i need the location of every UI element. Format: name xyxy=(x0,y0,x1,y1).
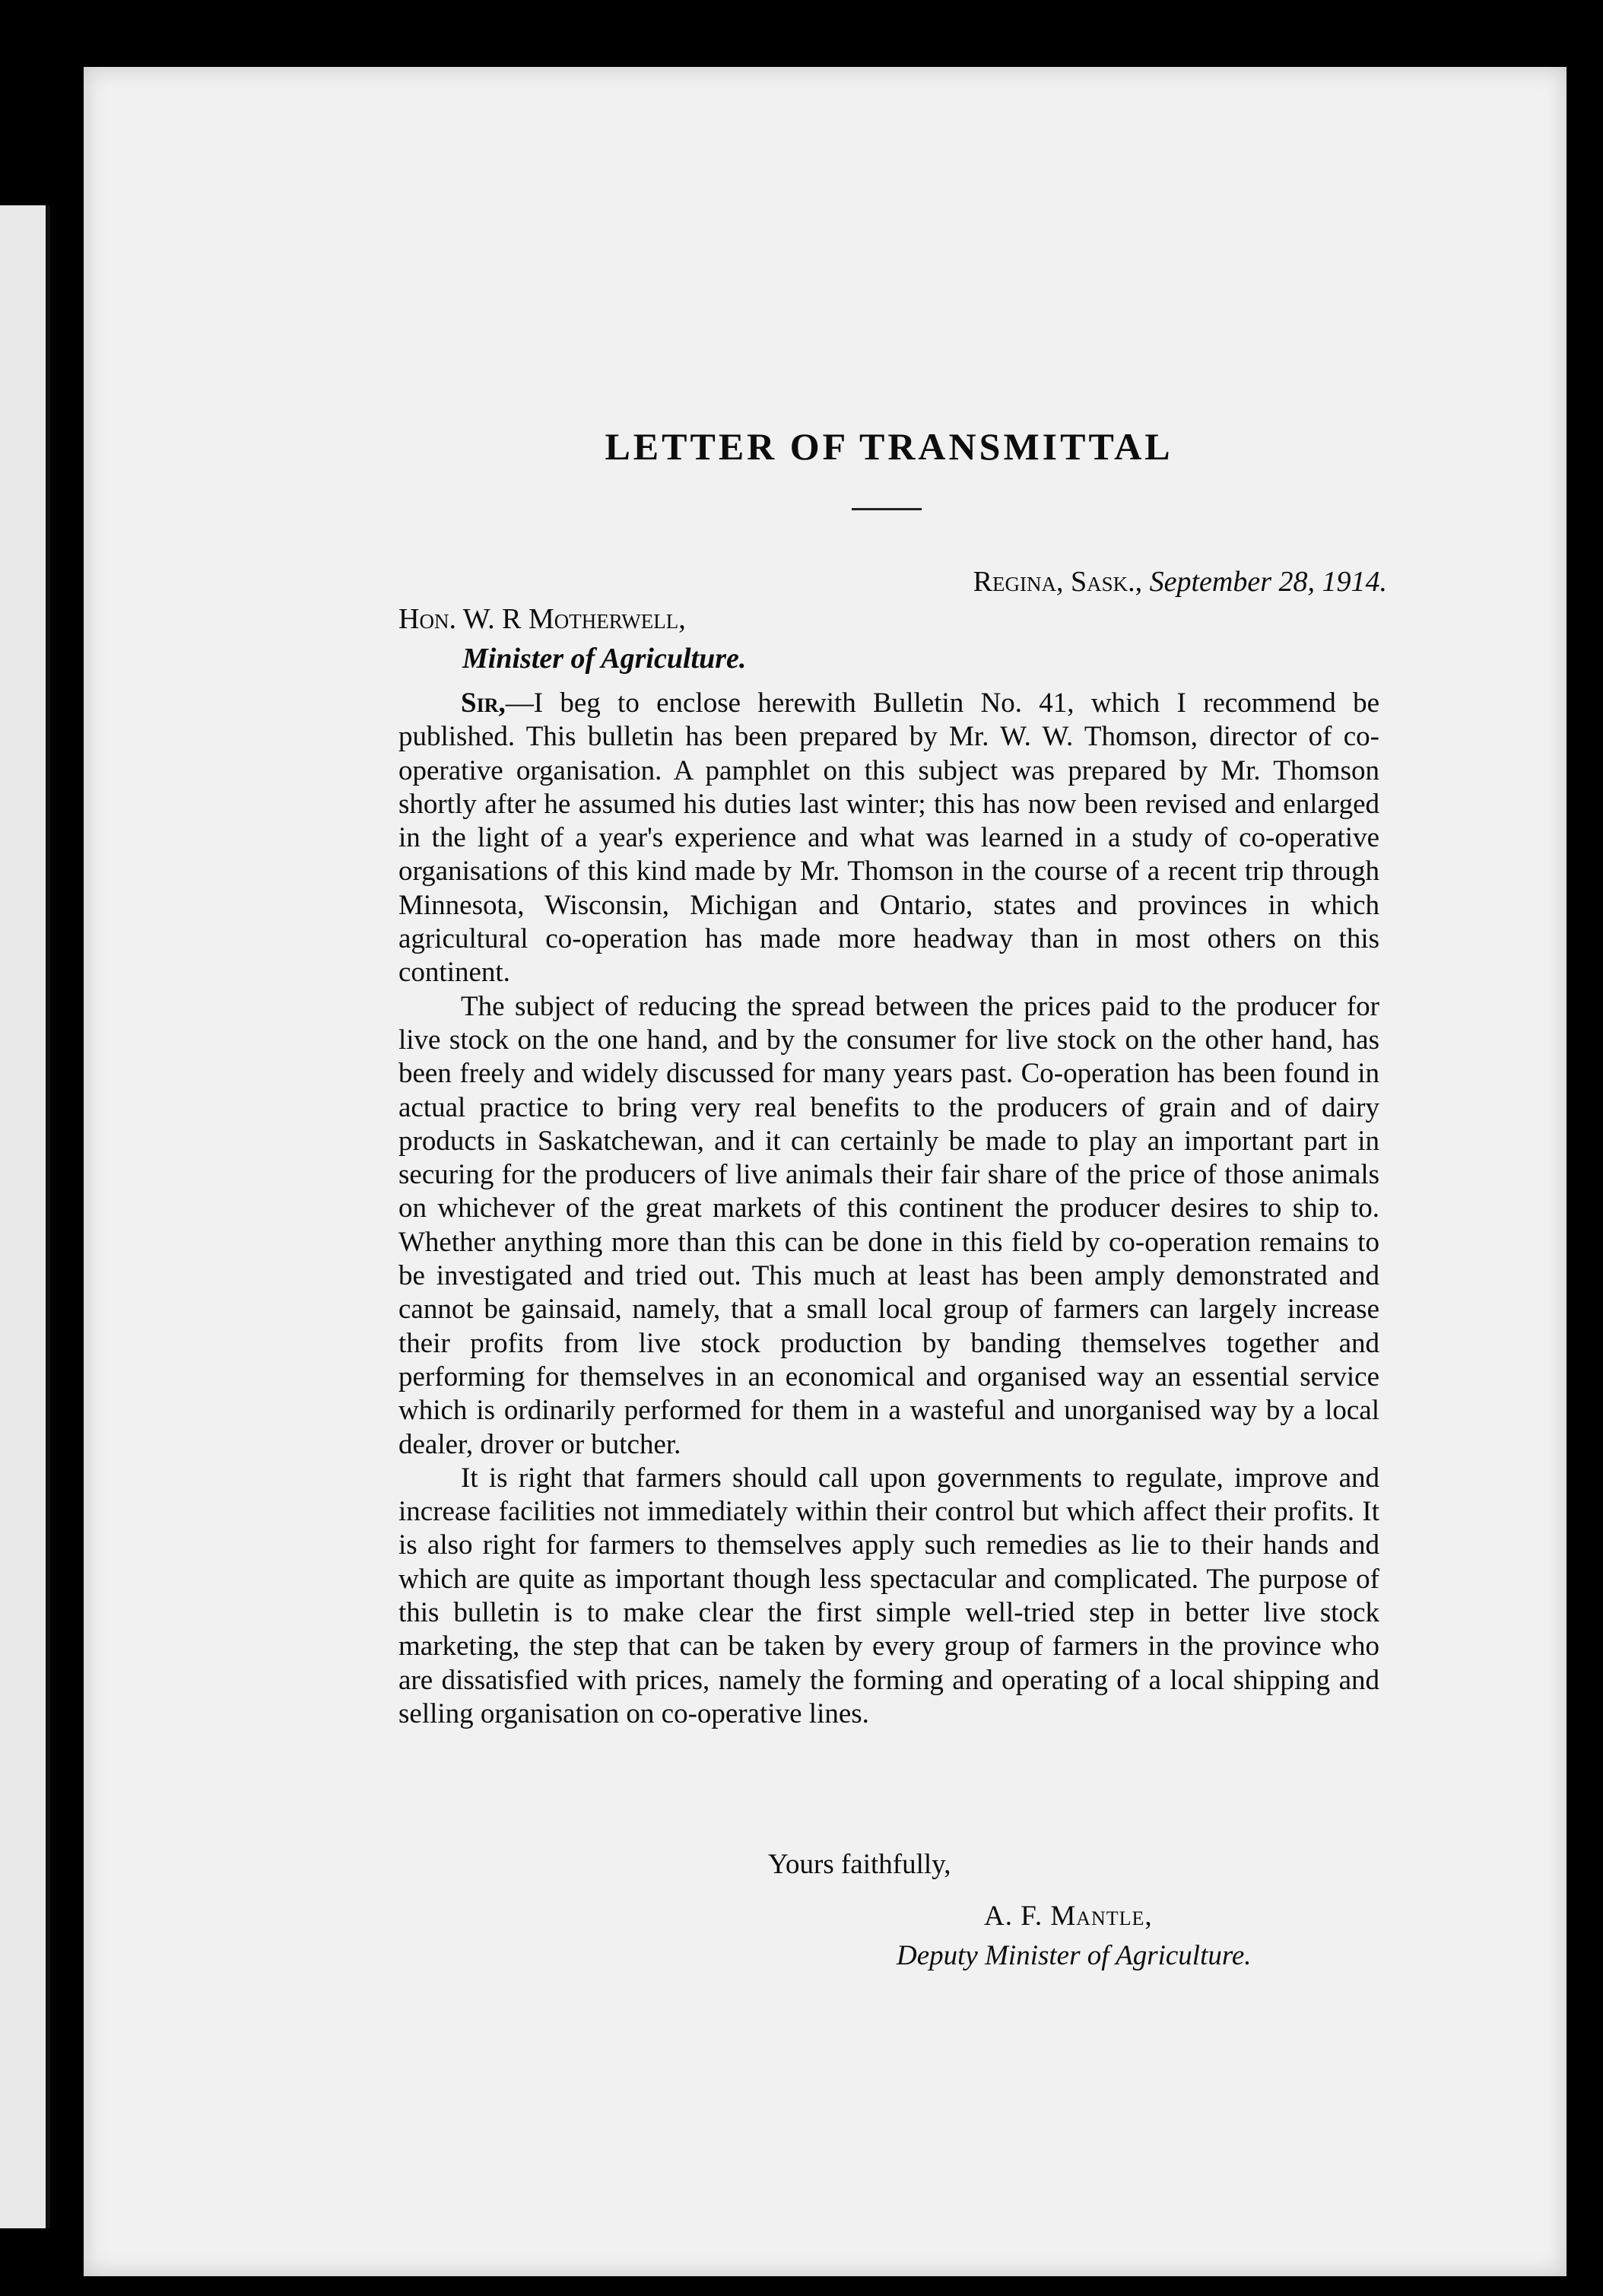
document-page xyxy=(84,67,1566,2276)
heading-rule xyxy=(852,508,922,510)
signer-title: Deputy Minister of Agriculture. xyxy=(897,1940,1252,1971)
addressee-title: Minister of Agriculture. xyxy=(462,643,747,675)
paragraph-1-text: —I beg to enclose herewith Bulletin No. 41, which I recommend be published. This bulletin has been prepared by Mr. W. W. Thomson, director of co-operative organisation. A pamphlet on this subject was prepared by Mr. Thomson shortly after he assumed his duties last winter; this has now been revised and enlarged in the light of a year's experience and what was learned in a study of co-operative organisations of this kind made by Mr. Thomson in the course of a recent trip through Minnesota, Wisconsin, Michigan and Ontario, states and provinces in which agricultural co-operation has made more headway than in most others on this continent. xyxy=(398,688,1379,989)
paragraph-3: It is right that farmers should call upon governments to regulate, improve and increase facilities not immediately within their control but which affect their profits. It is also right for farmers to themselves apply such remedies as lie to their hands and which are quite as important though less spectacular and complicated. The purpose of this bulletin is to make clear the first simple well-tried step in better live stock marketing, the step that can be taken by every group of farmers in the province who are dissatisfied with prices, namely the forming and operating of a local shipping and selling organisation on co-operative lines. xyxy=(398,1462,1379,1729)
place-date-line xyxy=(973,565,1387,599)
paragraph-2: The subject of reducing the spread between the prices paid to the producer for live stock on the one hand, and by the consumer for live stock on the other hand, has been freely and widely discussed for many years past. Co-operation has been found in actual practice to bring very real benefits to the producers of grain and of dairy products in Saskatchewan, and it can certainly be made to play an important part in securing for the producers of live animals their fair share of the price of those animals on whichever of the great markets of this continent the producer desires to ship to. Whether anything more than this can be done in this field by co-operation remains to be investigated and tried out. This much at least has been amply demonstrated and cannot be gainsaid, namely, that a small local group of farmers can largely increase their profits from live stock production by banding themselves together and performing for themselves in an economical and organised way an essential service which is ordinarily performed for them in a wasteful and unorganised way by a local dealer, drover or butcher. xyxy=(398,990,1379,1460)
scan-edge-strip xyxy=(0,205,50,2228)
letter-body xyxy=(398,687,1379,1731)
letter-heading: LETTER OF TRANSMITTAL xyxy=(605,425,1173,468)
salutation: Sir, xyxy=(461,688,506,719)
closing: Yours faithfully, xyxy=(768,1849,951,1880)
paragraph-1 xyxy=(398,687,1379,990)
addressee-block xyxy=(398,599,746,678)
signer-name: A. F. Mantle, xyxy=(984,1901,1153,1932)
date: September 28, 1914. xyxy=(1149,566,1387,598)
place: Regina, Sask., xyxy=(973,566,1143,598)
addressee-name: Hon. W. R Motherwell, xyxy=(398,603,686,635)
